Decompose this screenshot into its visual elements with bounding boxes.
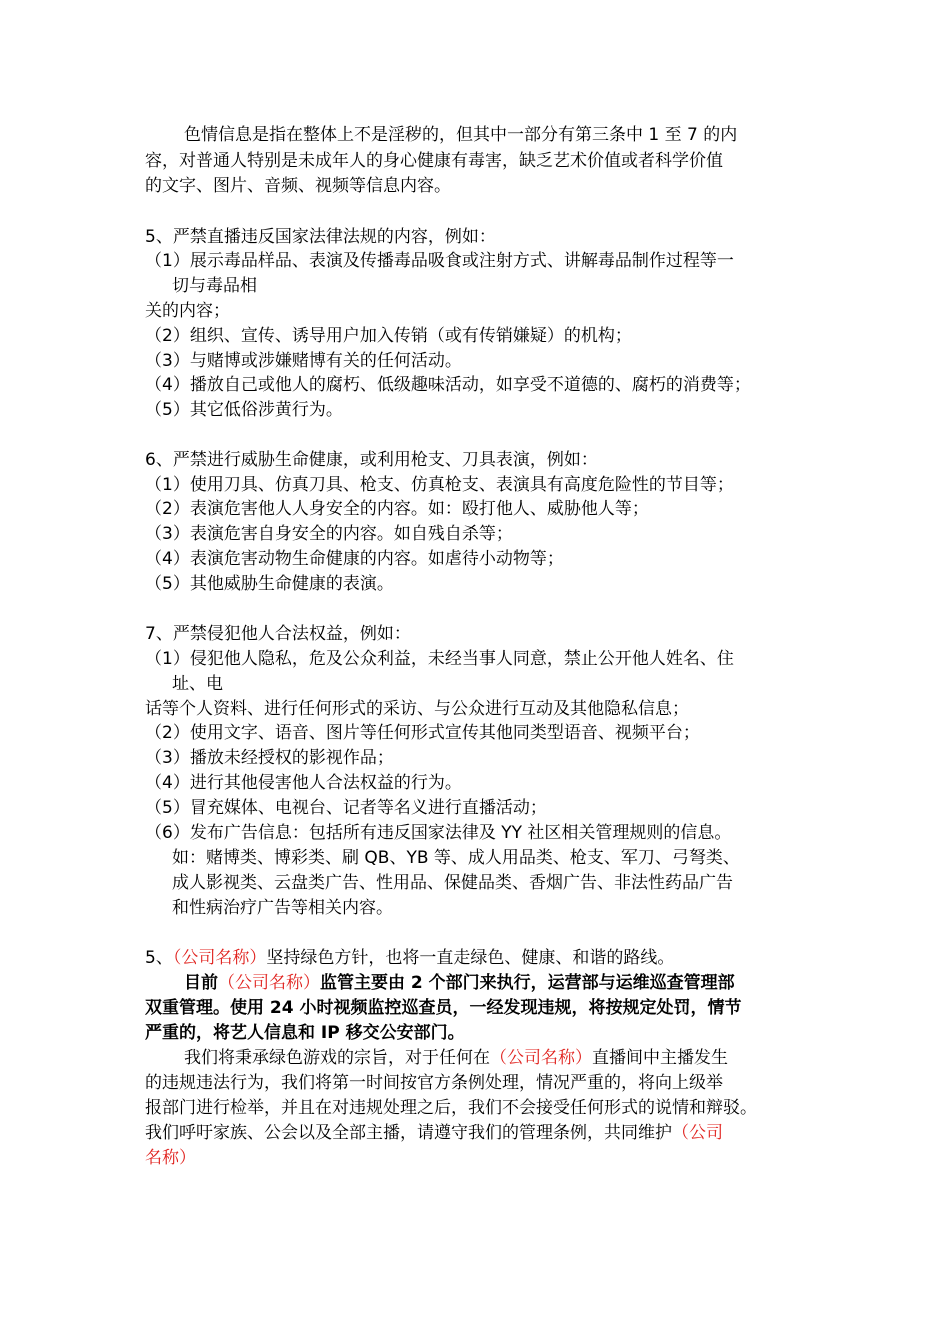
section5-item1-line3: 关的内容； [145, 301, 230, 321]
section7-item3: （3）播放未经授权的影视作品； [145, 748, 394, 768]
company-name-placeholder-part2: 名称） [145, 1148, 196, 1168]
closing-line-4: 严重的，将艺人信息和 IP 移交公安部门。 [145, 1023, 465, 1043]
section7-item4: （4）进行其他侵害他人合法权益的行为。 [145, 773, 462, 793]
closing-line-6: 的违规违法行为，我们将第一时间按官方条例处理，情况严重的，将向上级举 [145, 1073, 723, 1093]
section7-item6-line2: 如：赌博类、博彩类、刷 QB、YB 等、成人用品类、枪支、军刀、弓弩类、 [172, 848, 740, 868]
company-name-placeholder: （公司名称） [172, 948, 267, 968]
section7-item5: （5）冒充媒体、电视台、记者等名义进行直播活动； [145, 798, 547, 818]
closing-line-2-prefix: 目前 [184, 973, 218, 993]
closing-line-8-text: 我们呼吁家族、公会以及全部主播，请遵守我们的管理条例，共同维护 [145, 1123, 672, 1143]
section7-item6-line3: 成人影视类、云盘类广告、性用品、保健品类、香烟广告、非法性药品广告 [172, 873, 733, 893]
section5-item1-line2: 切与毒品相 [172, 276, 257, 296]
section7-item1-line1: （1）侵犯他人隐私，危及公众利益，未经当事人同意，禁止公开他人姓名、住 [145, 649, 734, 669]
section7-item2: （2）使用文字、语音、图片等任何形式宣传其他同类型语音、视频平台； [145, 723, 700, 743]
closing-line-2 [184, 971, 735, 995]
closing-line-5-text: 直播间中主播发生 [592, 1048, 728, 1068]
company-name-placeholder: （公司名称） [218, 973, 320, 993]
section6-item5: （5）其他威胁生命健康的表演。 [145, 574, 394, 594]
section7-item6-line4: 和性病治疗广告等相关内容。 [172, 898, 393, 918]
section6-item4: （4）表演危害动物生命健康的内容。如虐待小动物等； [145, 549, 564, 569]
closing-line-7: 报部门进行检举，并且在对违规处理之后，我们不会接受任何形式的说情和辩驳。 [145, 1098, 757, 1118]
section5-item5: （5）其它低俗涉黄行为。 [145, 400, 343, 420]
section6-item3: （3）表演危害自身安全的内容。如自残自杀等； [145, 524, 513, 544]
section5-heading: 5、严禁直播违反国家法律法规的内容，例如： [145, 227, 496, 247]
section5-item4: （4）播放自己或他人的腐朽、低级趣味活动，如享受不道德的、腐朽的消费等； [145, 375, 751, 395]
intro-line-3: 的文字、图片、音频、视频等信息内容。 [145, 176, 451, 196]
intro-line-2: 容，对普通人特别是未成年人的身心健康有毒害，缺乏艺术价值或者科学价值 [145, 151, 723, 171]
closing-number: 5、 [145, 948, 173, 968]
company-name-placeholder-part1: （公司 [672, 1123, 723, 1143]
closing-line-2-text: 监管主要由 2 个部门来执行，运营部与运维巡查管理部 [320, 973, 735, 993]
section7-item1-line3: 话等个人资料、进行任何形式的采访、与公众进行互动及其他隐私信息； [145, 699, 689, 719]
section7-heading: 7、严禁侵犯他人合法权益，例如： [145, 624, 411, 644]
closing-line-1 [145, 946, 674, 970]
section6-item1: （1）使用刀具、仿真刀具、枪支、仿真枪支、表演具有高度危险性的节目等； [145, 475, 734, 495]
closing-line-8 [145, 1121, 723, 1145]
closing-line-5-prefix: 我们将秉承绿色游戏的宗旨，对于任何在 [184, 1048, 490, 1068]
section7-item1-line2: 址、电 [172, 674, 223, 694]
section7-item6-line1: （6）发布广告信息：包括所有违反国家法律及 YY 社区相关管理规则的信息。 [145, 823, 732, 843]
closing-line-5 [184, 1046, 728, 1070]
section5-item1-line1: （1）展示毒品样品、表演及传播毒品吸食或注射方式、讲解毒品制作过程等一 [145, 251, 734, 271]
section5-item2: （2）组织、宣传、诱导用户加入传销（或有传销嫌疑）的机构； [145, 326, 632, 346]
section5-item3: （3）与赌博或涉嫌赌博有关的任何活动。 [145, 351, 462, 371]
section6-heading: 6、严禁进行威胁生命健康，或利用枪支、刀具表演，例如： [145, 450, 598, 470]
company-name-placeholder: （公司名称） [490, 1048, 592, 1068]
closing-line-3: 双重管理。使用 24 小时视频监控巡查员，一经发现违规，将按规定处罚，情节 [145, 998, 742, 1018]
intro-line-1: 色情信息是指在整体上不是淫秽的，但其中一部分有第三条中 1 至 7 的内 [184, 125, 738, 145]
section6-item2: （2）表演危害他人人身安全的内容。如：殴打他人、威胁他人等； [145, 499, 649, 519]
closing-line-1-text: 坚持绿色方针，也将一直走绿色、健康、和谐的路线。 [266, 948, 675, 968]
